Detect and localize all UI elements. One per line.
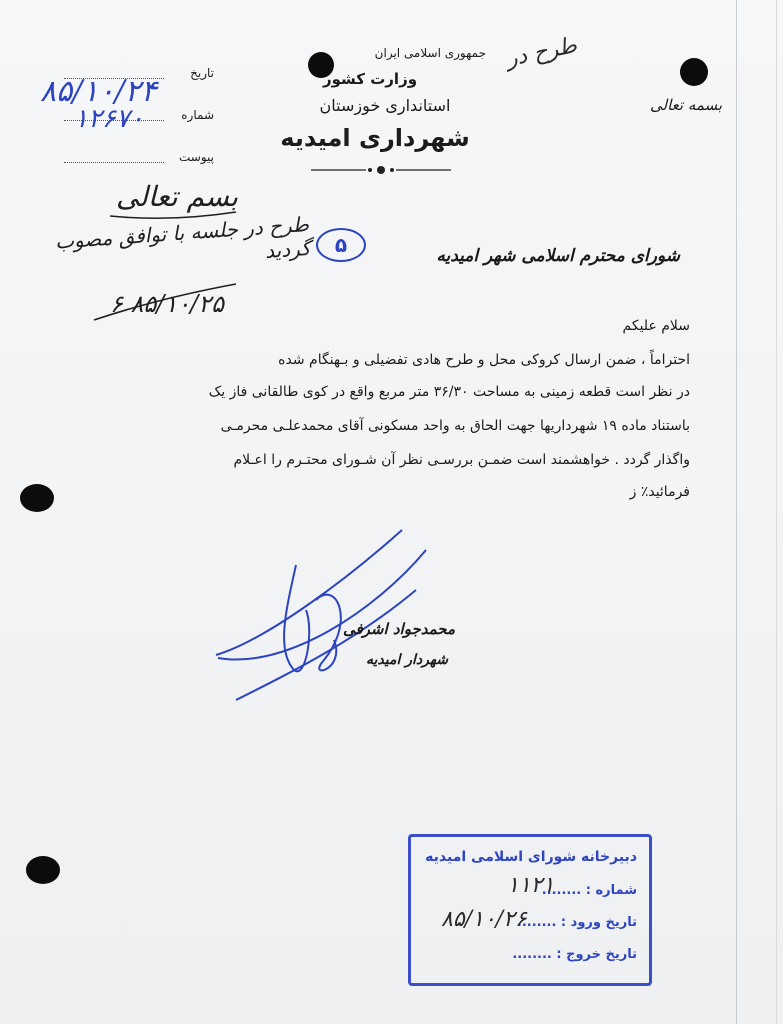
greeting: سلام علیکم bbox=[622, 318, 690, 334]
page-edge-line bbox=[736, 0, 737, 1024]
stamp-title: دبیرخانه شورای اسلامی امیدیه bbox=[425, 849, 637, 865]
stamp-number-value: ۱۱۲۱ bbox=[507, 873, 555, 898]
secretariat-stamp bbox=[408, 834, 652, 986]
body-line: احتراماً ، ضمن ارسال کروکی محل و طرح هادی تفضیلی و بـهنگام شده bbox=[278, 352, 690, 368]
body-line: فرمائید٪ ز bbox=[629, 484, 690, 500]
header-ministry: وزارت کشور bbox=[322, 70, 418, 88]
note-underline bbox=[100, 186, 240, 226]
header-republic: جمهوری اسلامی ایران bbox=[374, 46, 486, 60]
stamp-entry-value: ۸۵/۱۰/۲۶ bbox=[441, 907, 527, 932]
punch-hole-left-bottom bbox=[26, 856, 60, 884]
handwritten-top-note: طرح در bbox=[504, 32, 580, 73]
handwritten-note-line3: ۶ ۸۵/۱۰/۲۵ bbox=[110, 290, 225, 318]
body-line: باستناد ماده ۱۹ شهرداریها جهت الحاق به واحد مسکونی آقای محمدعلـی محرمـی bbox=[220, 418, 690, 434]
stamp-number-label: شماره : ........ bbox=[541, 883, 637, 898]
meta-attachment-row bbox=[64, 150, 214, 168]
meta-number-label: شماره bbox=[181, 108, 214, 122]
meta-attachment-dots bbox=[64, 162, 164, 163]
marginal-mark: بسمه تعالی bbox=[650, 96, 723, 114]
recipient: شورای محترم اسلامی شهر امیدیه bbox=[436, 246, 680, 266]
circled-number: ۵ bbox=[316, 228, 366, 262]
meta-attachment-label: پیوست bbox=[179, 150, 214, 164]
stamp-exit-label: تاریخ خروج : ........ bbox=[512, 947, 637, 962]
signatory-title: شهردار امیدیه bbox=[365, 652, 448, 668]
handwritten-note-line2: طرح در جلسه با توافق مصوب گردید bbox=[54, 211, 312, 264]
note-slash bbox=[90, 280, 240, 330]
handwritten-date: ۸۵/۱۰/۲۴ bbox=[40, 74, 157, 109]
page-edge-line bbox=[776, 0, 777, 1024]
header-municipality: شهرداری امیدیه bbox=[280, 124, 470, 152]
header-province: استانداری خوزستان bbox=[319, 96, 451, 115]
handwritten-number: ۱۲۶۷۰ bbox=[74, 104, 144, 134]
signatory-name: محمدجواد اشرفی bbox=[342, 620, 455, 638]
header-ornament bbox=[306, 162, 456, 178]
punch-hole-top-right bbox=[680, 58, 708, 86]
meta-date-label: تاریخ bbox=[190, 66, 214, 80]
body-line: واگذار گردد . خواهشمند است ضمـن بررسـی نظر آن شـورای محتـرم را اعـلام bbox=[233, 452, 690, 468]
punch-hole-left-middle bbox=[20, 484, 54, 512]
body-line: در نظر است قطعه زمینی به مساحت ۳۶/۳۰ متر مربع واقع در کوی طالقانی فاز یک bbox=[208, 384, 690, 400]
stamp-entry-label: تاریخ ورود : ........ bbox=[516, 915, 637, 930]
handwritten-note-line1: بسم تعالی bbox=[116, 180, 239, 213]
